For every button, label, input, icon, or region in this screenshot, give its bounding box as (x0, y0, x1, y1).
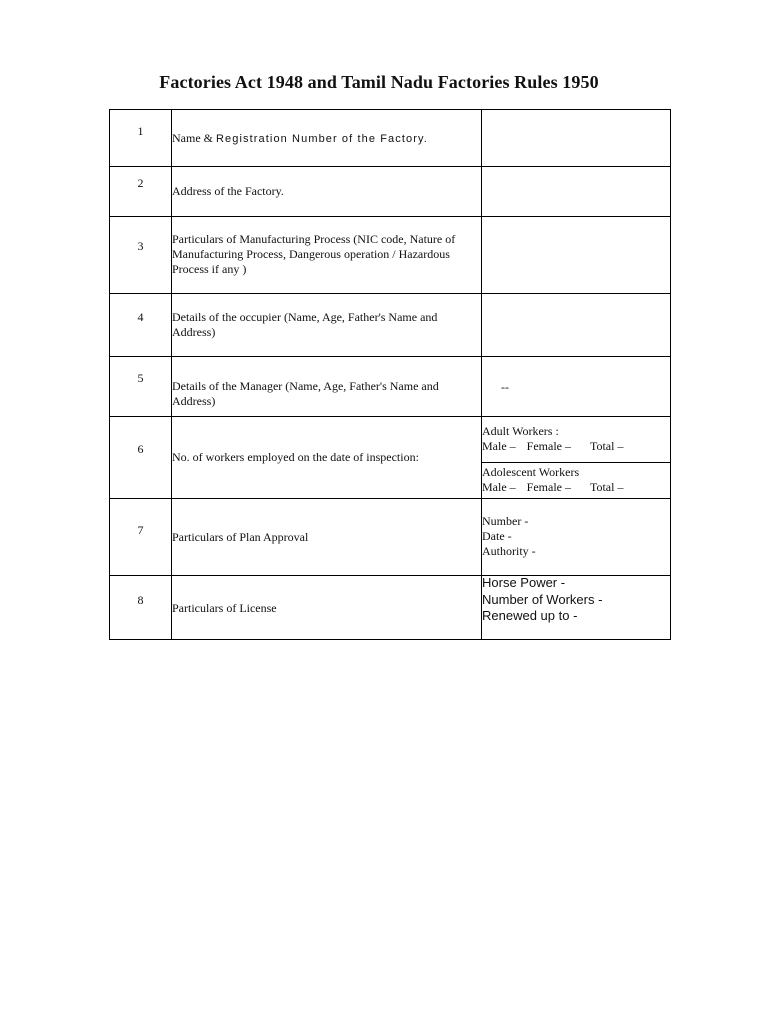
row-label-part: Registration Number of the (216, 133, 377, 145)
row-label-part: Factory. (376, 133, 428, 145)
plan-approval-number: Number - (482, 514, 529, 528)
adult-female-count: Female – (526, 439, 571, 453)
plan-approval-date: Date - (482, 529, 512, 543)
adult-total-count: Total – (589, 439, 624, 453)
plan-approval-authority: Authority - (482, 544, 536, 558)
adolescent-female-count: Female – (526, 480, 571, 494)
row-label-manager (172, 379, 472, 409)
row-label-factory-name (172, 131, 472, 147)
adolescent-workers-cell (482, 465, 670, 495)
adult-male-count: Male – (482, 439, 516, 453)
row-label-line: Details of the occupier (Name, Age, Father's Name and (172, 310, 438, 324)
row-number: 1 (137, 124, 144, 138)
row-label-plan-approval: Particulars of Plan Approval (172, 530, 309, 544)
row-number: 3 (137, 239, 144, 253)
plan-approval-values (482, 514, 670, 559)
license-renewed-up-to: Renewed up to - (482, 608, 578, 623)
adult-workers-counts (482, 439, 670, 454)
row-label-line: Address) (172, 325, 216, 339)
row-label-line: Address) (172, 394, 216, 408)
license-horse-power: Horse Power - (482, 575, 566, 590)
row-divider-sub (481, 462, 670, 463)
adolescent-workers-heading: Adolescent Workers (482, 465, 580, 479)
page-title: Factories Act 1948 and Tamil Nadu Factories Rules 1950 (159, 72, 599, 92)
row-divider (110, 498, 670, 499)
factory-details-table (109, 109, 671, 640)
row-number: 6 (137, 442, 144, 456)
row-label-occupier (172, 310, 472, 340)
row-number: 8 (137, 593, 144, 607)
row-label-line: Particulars of Manufacturing Process (NIC code, Nature of (172, 232, 456, 246)
row-value-manager: -- (501, 380, 509, 394)
row-divider (110, 293, 670, 294)
adolescent-male-count: Male – (482, 480, 516, 494)
row-label-address: Address of the Factory. (172, 184, 284, 198)
row-divider (110, 356, 670, 357)
adolescent-workers-counts (482, 480, 670, 495)
row-label-manufacturing-process (172, 232, 472, 277)
row-divider (110, 416, 670, 417)
row-number: 4 (137, 310, 144, 324)
row-number: 7 (137, 523, 144, 537)
row-label-line: Process if any ) (172, 262, 247, 276)
adult-workers-cell (482, 424, 670, 454)
row-label-workers: No. of workers employed on the date of inspection: (172, 450, 419, 464)
license-number-of-workers: Number of Workers - (482, 591, 603, 607)
row-label-part: Name & (172, 131, 216, 145)
row-label-line: Details of the Manager (Name, Age, Father's Name and (172, 379, 439, 393)
adolescent-total-count: Total – (589, 480, 624, 494)
row-label-line: Manufacturing Process, Dangerous operation / Hazardous (172, 247, 450, 261)
license-values (482, 575, 670, 625)
column-divider-value (481, 110, 482, 639)
row-number: 2 (137, 176, 144, 190)
row-number: 5 (137, 371, 144, 385)
row-divider (110, 216, 670, 217)
row-label-license: Particulars of License (172, 601, 277, 615)
row-divider (110, 166, 670, 167)
adult-workers-heading: Adult Workers : (482, 424, 559, 438)
